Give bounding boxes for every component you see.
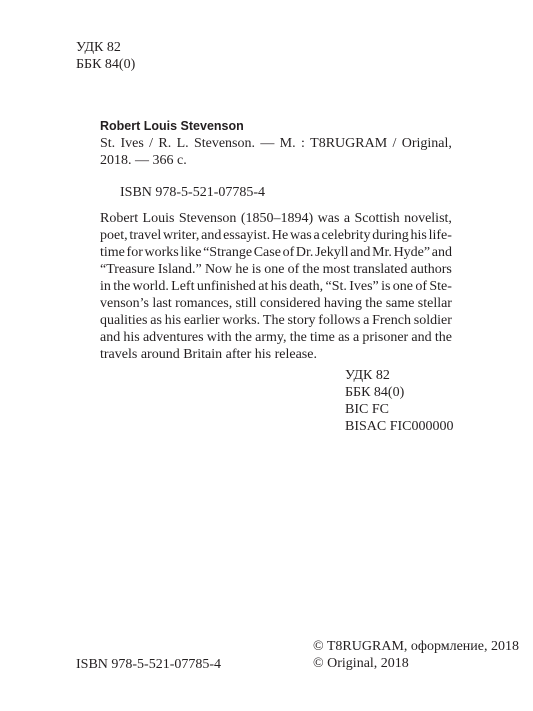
word: as [150, 313, 162, 328]
word: He [271, 228, 289, 243]
word: essayist. [223, 228, 271, 243]
word: and [350, 245, 371, 260]
word: R. [158, 136, 172, 151]
word: Mr. [372, 245, 392, 260]
word: The [262, 313, 285, 328]
word: novelist, [404, 211, 452, 226]
word: the [302, 262, 320, 277]
word: his [254, 347, 272, 362]
word: French [372, 313, 411, 328]
udc-code: УДК 82 [345, 368, 390, 383]
word: qualities [100, 313, 148, 328]
word: Ste- [429, 279, 452, 294]
word: venson’s [100, 296, 149, 311]
annotation-line [100, 329, 452, 346]
word: “Strange [203, 245, 253, 260]
word: of [415, 279, 427, 294]
word: and [201, 228, 222, 243]
word: Stevenson. [193, 136, 256, 151]
word: soldier [413, 313, 452, 328]
word: follows [318, 313, 361, 328]
isbn-main: ISBN 978-5-521-07785-4 [120, 185, 266, 200]
annotation-line [100, 295, 452, 312]
word: and [100, 330, 121, 345]
word: travel [129, 228, 162, 243]
annotation-line [100, 278, 452, 295]
bbk-code: ББК 84(0) [345, 385, 405, 400]
word: Now [204, 262, 233, 277]
word: / [392, 136, 397, 151]
word: Hyde” [393, 245, 431, 260]
word: considered [259, 296, 321, 311]
word: world. [132, 279, 169, 294]
word: L. [176, 136, 189, 151]
bibliographic-record [100, 135, 452, 169]
word: his [164, 313, 182, 328]
word: one [392, 279, 413, 294]
word: a [313, 228, 320, 243]
word: release. [274, 347, 317, 362]
copyright-publisher: © T8RUGRAM, оформление, 2018 [313, 639, 520, 654]
word: travels [100, 347, 138, 362]
annotation-paragraph [100, 210, 452, 363]
word: time [310, 330, 335, 345]
annotation-line [100, 261, 452, 278]
annotation-line [100, 244, 452, 261]
word: story [287, 313, 316, 328]
word: was [317, 211, 340, 226]
word: (1850–1894) [240, 211, 314, 226]
word: “Treasure [100, 262, 155, 277]
bic-code: BIC FC [345, 402, 389, 417]
word: his [270, 279, 288, 294]
bbk-code: ББК 84(0) [76, 57, 136, 72]
word: he [235, 262, 249, 277]
word: Original, [401, 136, 452, 151]
word: with [206, 330, 232, 345]
word: is [381, 279, 391, 294]
word: and [411, 330, 432, 345]
annotation-line [100, 227, 452, 244]
word: his [410, 228, 427, 243]
author-heading: Robert Louis Stevenson [100, 119, 244, 133]
word: St. [100, 136, 116, 151]
annotation-line [100, 210, 452, 227]
annotation-line [100, 312, 452, 329]
word: a [363, 313, 370, 328]
word: Louis [142, 211, 175, 226]
word: Jekyll [315, 245, 349, 260]
word: / [149, 136, 154, 151]
word: the [434, 330, 452, 345]
word: after [225, 347, 252, 362]
word: a [343, 211, 351, 226]
word: Robert [100, 211, 139, 226]
word: Ives” [349, 279, 379, 294]
word: “St. [325, 279, 347, 294]
word: army, [255, 330, 287, 345]
word: translated [353, 262, 408, 277]
word: Left [171, 279, 195, 294]
word: M. [279, 136, 296, 151]
word: Scottish [354, 211, 400, 226]
isbn-bottom: ISBN 978-5-521-07785-4 [76, 657, 222, 672]
word: the [365, 296, 383, 311]
udc-code: УДК 82 [76, 40, 121, 55]
word: most [322, 262, 350, 277]
word: stellar [417, 296, 452, 311]
bibliographic-record-line-1 [100, 135, 452, 152]
word: same [385, 296, 415, 311]
word: like [180, 245, 202, 260]
word: the [113, 279, 131, 294]
word: during [372, 228, 409, 243]
word: — [260, 136, 275, 151]
word: earlier [183, 313, 220, 328]
word: one [264, 262, 285, 277]
annotation-line [100, 346, 452, 363]
word: in [100, 279, 111, 294]
word: Stevenson [178, 211, 237, 226]
word: Dr. [295, 245, 314, 260]
classification-codes [345, 367, 454, 435]
word: the [289, 330, 307, 345]
word: around [140, 347, 180, 362]
bisac-code: BISAC FIC000000 [345, 419, 454, 434]
word: adventures [142, 330, 204, 345]
word: : [300, 136, 305, 151]
word: writer, [162, 228, 200, 243]
word: as [338, 330, 350, 345]
word: works. [222, 313, 261, 328]
word: Ives [120, 136, 144, 151]
word: for [126, 245, 143, 260]
word: Case [253, 245, 281, 260]
word: works [144, 245, 179, 260]
word: last [152, 296, 172, 311]
word: is [251, 262, 262, 277]
word: still [235, 296, 257, 311]
word: having [323, 296, 362, 311]
word: T8RUGRAM [310, 136, 388, 151]
word: celebrity [321, 228, 371, 243]
word: life- [428, 228, 452, 243]
word: his [123, 330, 140, 345]
word: of [287, 262, 300, 277]
copyright-original: © Original, 2018 [313, 656, 409, 671]
word: poet, [100, 228, 128, 243]
copyright-block [313, 638, 519, 672]
word: unfinished [196, 279, 256, 294]
word: of [282, 245, 295, 260]
word: and [431, 245, 452, 260]
bibliographic-record-line-2: 2018. — 366 c. [100, 153, 187, 168]
word: authors [410, 262, 452, 277]
word: Britain [183, 347, 223, 362]
word: romances, [175, 296, 233, 311]
word: prisoner [362, 330, 409, 345]
word: a [352, 330, 360, 345]
word: was [289, 228, 312, 243]
word: Island.” [157, 262, 202, 277]
word: death, [289, 279, 324, 294]
top-classification-codes [76, 39, 135, 73]
word: the [234, 330, 252, 345]
word: time [100, 245, 125, 260]
word: at [258, 279, 269, 294]
